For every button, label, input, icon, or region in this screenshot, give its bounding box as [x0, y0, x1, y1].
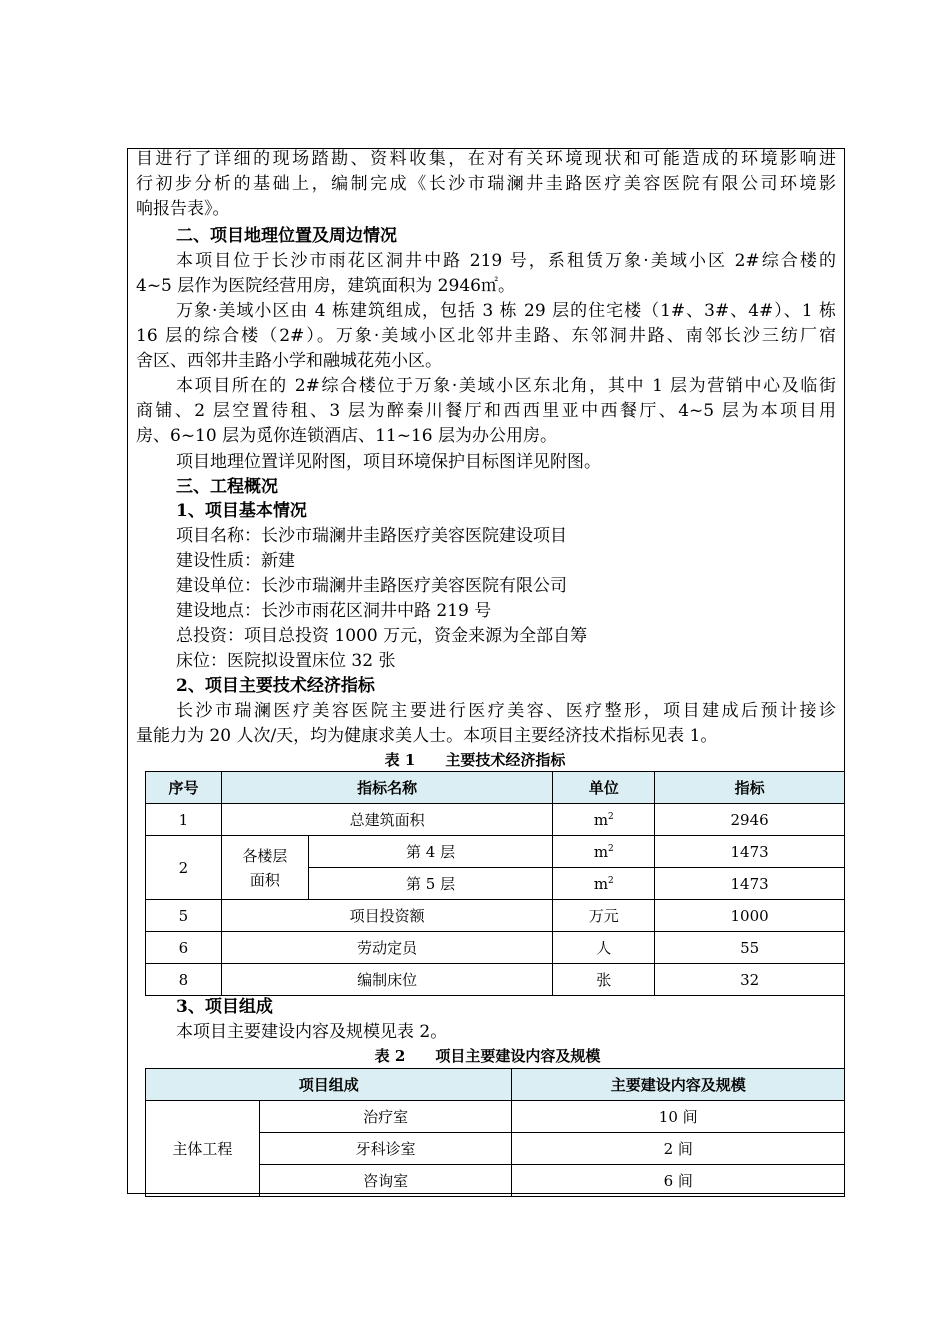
table1-header: 指标	[655, 772, 845, 804]
table2-cell: 主体工程	[146, 1101, 260, 1197]
table1-cell: 人	[553, 932, 655, 964]
table2-row	[146, 1101, 845, 1133]
table1-header: 单位	[553, 772, 655, 804]
info-line: 建设地点：长沙市雨花区洞井中路 219 号	[176, 601, 492, 621]
table1-cell: 5	[146, 900, 222, 932]
table1-cell: 8	[146, 964, 222, 996]
table1-row	[146, 804, 845, 836]
info-line: 总投资：项目总投资 1000 万元，资金来源为全部自筹	[176, 626, 588, 646]
table1-cell: 55	[655, 932, 845, 964]
table1-cell: 1	[146, 804, 222, 836]
table2-cell: 2 间	[512, 1133, 845, 1165]
subsection-heading: 2、项目主要技术经济指标	[176, 676, 375, 696]
table1-cell: 1473	[655, 868, 845, 900]
table1-cell: 项目投资额	[221, 900, 552, 932]
paragraph-line: 本项目位于长沙市雨花区洞井中路 219 号，系租赁万象·美域小区 2#综合楼的	[176, 251, 836, 271]
table2-header: 项目组成	[146, 1069, 512, 1101]
table1-cell: 第 4 层	[308, 836, 553, 868]
table1-cell: 1473	[655, 836, 845, 868]
info-line: 建设性质：新建	[176, 551, 295, 571]
paragraph-line: 房、6~10 层为觅你连锁酒店、11~16 层为办公用房。	[136, 426, 558, 446]
table1-row	[146, 932, 845, 964]
table1-cell: 2	[146, 836, 222, 900]
table2-header: 主要建设内容及规模	[512, 1069, 845, 1101]
paragraph-line: 商铺、2 层空置待租、3 层为醉秦川餐厅和西西里亚中西餐厅、4~5 层为本项目用	[136, 401, 836, 421]
subsection-heading: 3、项目组成	[176, 997, 273, 1017]
paragraph-line: 行初步分析的基础上，编制完成《长沙市瑞澜井圭路医疗美容医院有限公司环境影	[136, 174, 836, 194]
info-line: 建设单位：长沙市瑞澜井圭路医疗美容医院有限公司	[176, 576, 567, 596]
table2-cell: 治疗室	[259, 1101, 512, 1133]
paragraph-line: 16 层的综合楼（2#）。万象·美域小区北邻井圭路、东邻洞井路、南邻长沙三纺厂宿	[136, 326, 836, 346]
table1-cell: 万元	[553, 900, 655, 932]
table1-cell: $m^2$	[553, 868, 655, 900]
paragraph-line: 本项目主要建设内容及规模见表 2。	[176, 1022, 448, 1042]
section-heading: 二、项目地理位置及周边情况	[176, 226, 397, 246]
paragraph-line: 响报告表》。	[136, 199, 230, 219]
paragraph-line: 本项目所在的 2#综合楼位于万象·美域小区东北角，其中 1 层为营销中心及临街	[176, 376, 836, 396]
paragraph-line: 长沙市瑞澜医疗美容医院主要进行医疗美容、医疗整形，项目建成后预计接诊	[176, 701, 836, 721]
table1-cell: 第 5 层	[308, 868, 553, 900]
table2-cell: 10 间	[512, 1101, 845, 1133]
info-line: 床位：医院拟设置床位 32 张	[176, 651, 396, 671]
table1-cell: 劳动定员	[221, 932, 552, 964]
table1-cell: $m^2$	[553, 804, 655, 836]
section-heading: 三、工程概况	[176, 477, 278, 497]
table1-caption: 表 1 主要技术经济指标	[384, 751, 566, 769]
paragraph-line: 万象·美域小区由 4 栋建筑组成，包括 3 栋 29 层的住宅楼（1#、3#、4#）、1 栋	[176, 301, 836, 321]
paragraph-line: 项目地理位置详见附图，项目环境保护目标图详见附图。	[176, 452, 601, 472]
table1-header: 序号	[146, 772, 222, 804]
table1-row	[146, 964, 845, 996]
table2-cell: 牙科诊室	[259, 1133, 512, 1165]
table1-cell: 总建筑面积	[221, 804, 552, 836]
table2	[145, 1068, 845, 1197]
table2-cell: 6 间	[512, 1165, 845, 1197]
paragraph-line: 量能力为 20 人次/天，均为健康求美人士。本项目主要经济技术指标见表 1。	[136, 726, 718, 746]
table1-cell: 编制床位	[221, 964, 552, 996]
subsection-heading: 1、项目基本情况	[176, 501, 307, 521]
table1-cell: 2946	[655, 804, 845, 836]
table1-cell: 各楼层 面积	[221, 836, 308, 900]
paragraph-line: 4~5 层作为医院经营用房，建筑面积为 2946㎡。	[136, 276, 515, 296]
table1-row	[146, 900, 845, 932]
table2-cell: 咨询室	[259, 1165, 512, 1197]
table1-cell: 张	[553, 964, 655, 996]
table1-cell: 1000	[655, 900, 845, 932]
table1-cell: $m^2$	[553, 836, 655, 868]
table1-cell: 32	[655, 964, 845, 996]
table2-caption: 表 2 项目主要建设内容及规模	[374, 1047, 601, 1065]
info-line: 项目名称：长沙市瑞澜井圭路医疗美容医院建设项目	[176, 526, 567, 546]
table1	[145, 771, 845, 996]
table1-cell: 6	[146, 932, 222, 964]
paragraph-line: 舍区、西邻井圭路小学和融城花苑小区。	[136, 351, 442, 371]
table1-header: 指标名称	[221, 772, 552, 804]
paragraph-line: 目进行了详细的现场踏勘、资料收集，在对有关环境现状和可能造成的环境影响进	[136, 149, 836, 169]
table1-row	[146, 836, 845, 868]
